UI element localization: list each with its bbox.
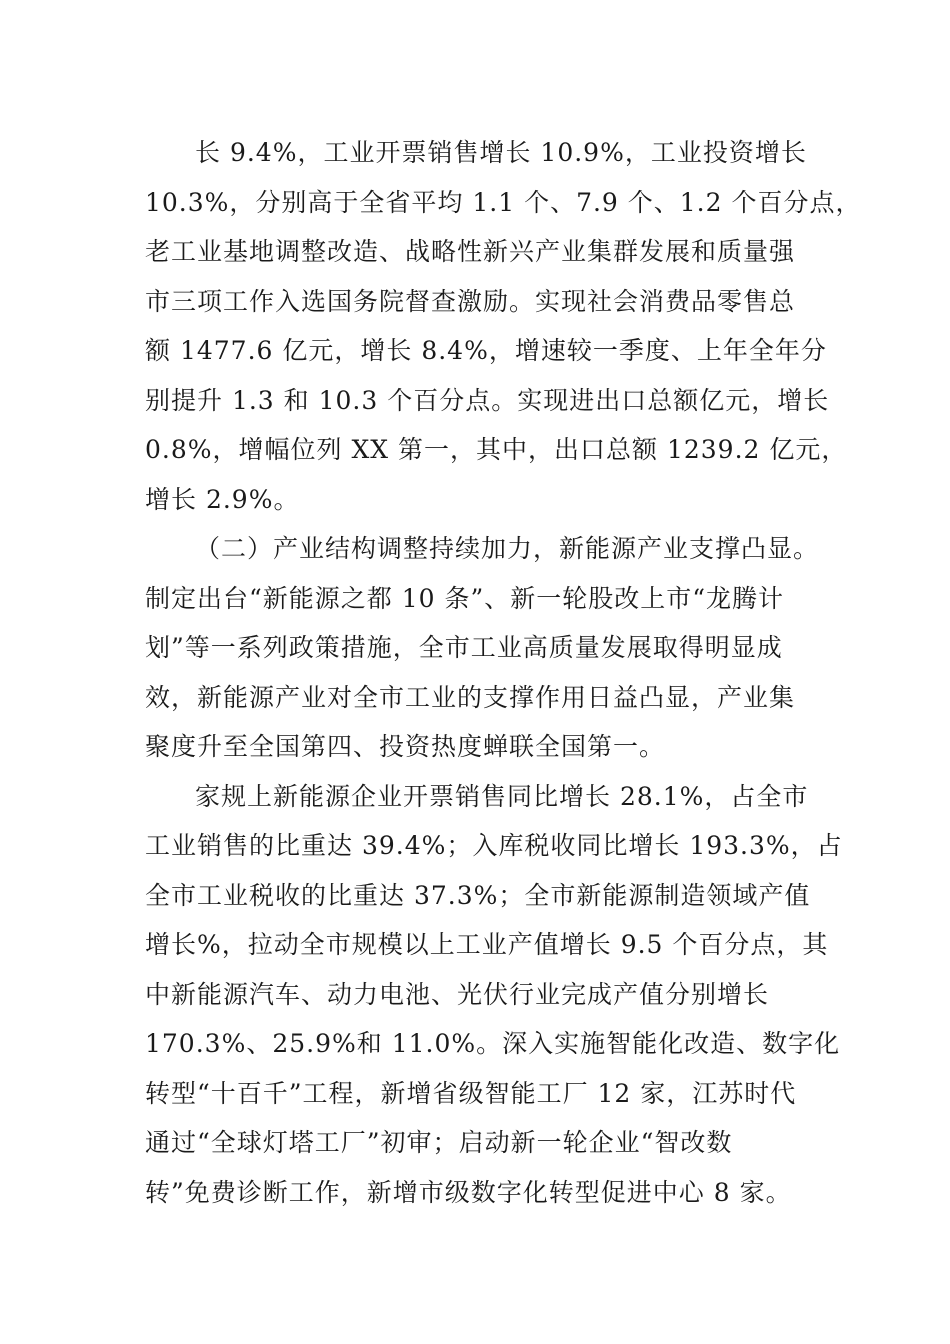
text-line: 家规上新能源企业开票销售同比增长 28.1%，占全市 — [195, 781, 809, 811]
text-line: 市三项工作入选国务院督查激励。实现社会消费品零售总 — [145, 286, 796, 316]
paragraph-economic-indicators — [145, 128, 862, 524]
text-line: 工业销售的比重达 39.4%；入库税收同比增长 193.3%，占 — [145, 831, 843, 860]
text-line: 增长%，拉动全市规模以上工业产值增长 9.5 个百分点，其 — [145, 930, 829, 959]
paragraph-industrial-structure — [145, 524, 820, 772]
text-line: 中新能源汽车、动力电池、光伏行业完成产值分别增长 — [145, 979, 770, 1009]
text-line: 转型“十百千”工程，新增省级智能工厂 12 家，江苏时代 — [145, 1078, 797, 1108]
text-line: 聚度升至全国第四、投资热度蝉联全国第一。 — [145, 732, 666, 761]
section-heading-line: （二）产业结构调整持续加力，新能源产业支撑凸显。 — [195, 534, 820, 563]
text-line: 0.8%，增幅位列 XX 第一，其中，出口总额 1239.2 亿元， — [145, 435, 848, 464]
text-line: 全市工业税收的比重达 37.3%；全市新能源制造领域产值 — [145, 880, 811, 910]
text-line: 长 9.4%，工业开票销售增长 10.9%，工业投资增长 — [195, 138, 807, 167]
paragraph-new-energy — [145, 772, 843, 1218]
text-line: 制定出台“新能源之都 10 条”、新一轮股改上市“龙腾计 — [145, 583, 785, 613]
text-line: 增长 2.9%。 — [145, 484, 300, 514]
text-line: 老工业基地调整改造、战略性新兴产业集群发展和质量强 — [145, 237, 796, 266]
text-line: 转”免费诊断工作，新增市级数字化转型促进中心 8 家。 — [145, 1177, 792, 1207]
text-line: 效，新能源产业对全市工业的支撑作用日益凸显，产业集 — [145, 682, 796, 712]
document-body — [145, 128, 862, 1217]
text-line: 划”等一系列政策措施，全市工业高质量发展取得明显成 — [145, 633, 783, 662]
text-line: 额 1477.6 亿元，增长 8.4%，增速较一季度、上年全年分 — [145, 336, 827, 365]
text-line: 通过“全球灯塔工厂”初审；启动新一轮企业“智改数 — [145, 1128, 733, 1157]
text-line: 170.3%、25.9%和 11.0%。深入实施智能化改造、数字化 — [145, 1029, 841, 1058]
text-line: 10.3%，分别高于全省平均 1.1 个、7.9 个、1.2 个百分点， — [145, 187, 862, 217]
text-line: 别提升 1.3 和 10.3 个百分点。实现进出口总额亿元，增长 — [145, 385, 830, 415]
